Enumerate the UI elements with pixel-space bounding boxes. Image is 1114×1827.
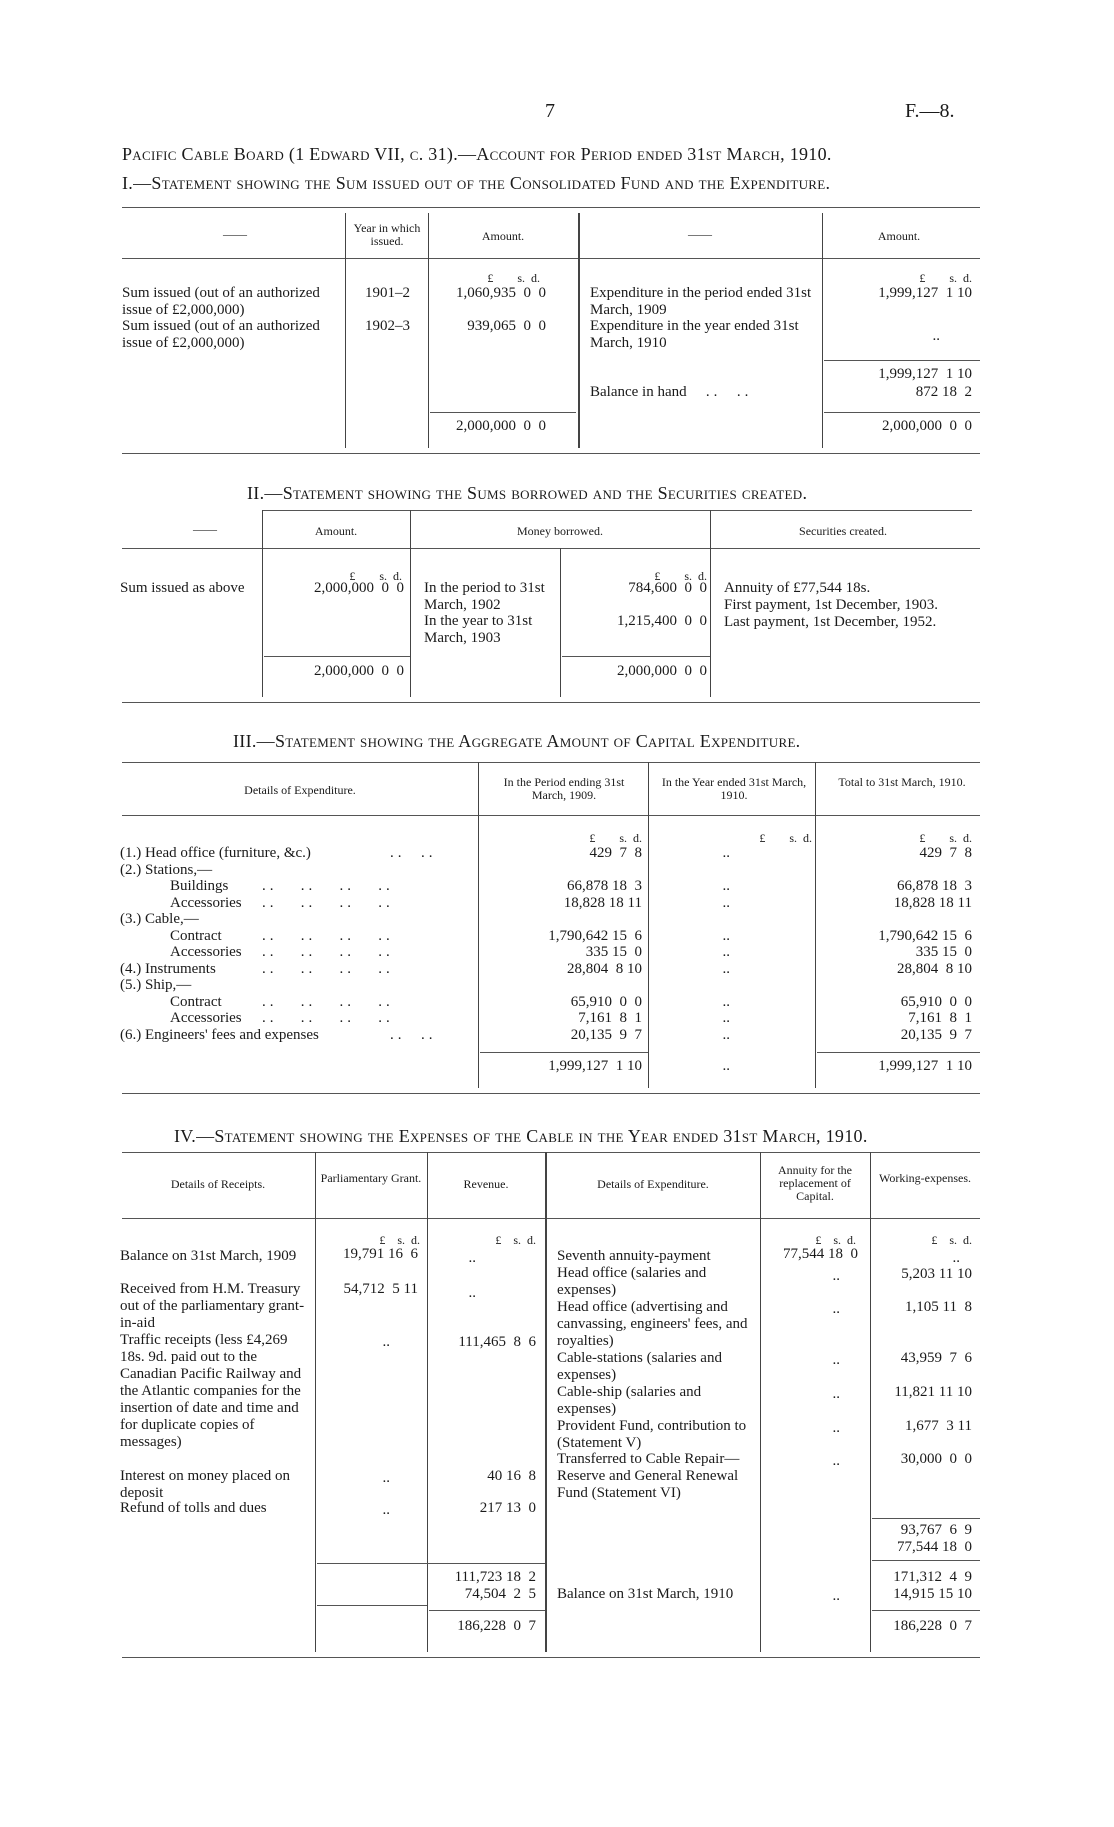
s4-exp-5-working: 11,821 11 10 <box>894 1384 972 1400</box>
s1-exp-2-label: Expenditure in the year ended 31st March, 1910 <box>590 318 799 351</box>
s3-row-total: 65,910 0 0 <box>900 993 972 1010</box>
s3-row-year: .. <box>722 845 730 861</box>
s2-total-borrowed: 2,000,000 0 0 <box>617 663 707 679</box>
s2-borrow-2-amount: 1,215,400 0 0 <box>617 613 707 629</box>
s1-exp-1-label: Expenditure in the period ended 31st March, 1909 <box>590 285 812 318</box>
s4-lsd-annuity: £ s. d. <box>815 1233 856 1247</box>
s1-lsd-left: £ s. d. <box>487 271 540 285</box>
s2-borrow-2-label: In the year to 31st March, 1903 <box>424 613 533 646</box>
s4-receipt-1-revenue: .. <box>468 1250 476 1266</box>
s3-row-period: 18,828 18 11 <box>563 894 642 911</box>
s4-exp-1-annuity: 77,544 18 0 <box>783 1246 858 1262</box>
s1-col-year: Year in which issued. <box>353 221 421 248</box>
s4-exp-4-working: 43,959 7 6 <box>900 1350 972 1366</box>
s4-col-annuity: Annuity for the replacement of Capital. <box>778 1163 852 1203</box>
s3-row-period: 335 15 0 <box>585 944 642 960</box>
s3-lsd-period: £ s. d. <box>589 831 642 845</box>
s3-total-year: .. <box>722 1058 730 1074</box>
s1-row-1-year: 1901–2 <box>365 285 410 301</box>
s3-row-label: (2.) Stations,— <box>120 861 213 878</box>
s3-col-total: Total to 31st March, 1910. <box>838 775 966 789</box>
s1-exp-2-amount: .. <box>932 328 940 344</box>
s1-balance-amount: 872 18 2 <box>915 384 972 400</box>
s3-col-details: Details of Expenditure. <box>244 783 356 797</box>
s1-col-dash-left: —— <box>223 227 247 241</box>
s1-row-2-year: 1902–3 <box>365 318 410 334</box>
s3-row-leader: .. .. <box>390 1026 437 1043</box>
s1-balance-label-text: Balance in hand <box>590 384 687 400</box>
s1-balance-leader: .. .. <box>690 384 753 400</box>
statement-1-heading: I.—Statement showing the Sum issued out of the Consolidated Fund and the Expenditure. <box>122 173 831 193</box>
s4-exp-6-annuity: .. <box>832 1420 840 1436</box>
s4-exp-5-label: Cable-ship (salaries and expenses) <box>557 1384 702 1417</box>
s3-row-label: Accessories <box>170 894 242 911</box>
s4-receipt-5-label: Refund of tolls and dues <box>120 1500 267 1516</box>
statement-3-heading: III.—Statement showing the Aggregate Amount of Capital Expenditure. <box>233 731 801 751</box>
s3-row-period: 66,878 18 3 <box>567 878 642 894</box>
s4-receipt-4-revenue: 40 16 8 <box>487 1468 536 1484</box>
s4-exp-3-working: 1,105 11 8 <box>905 1299 972 1315</box>
s4-exp-6-label: Provident Fund, contribution to (Statement V) <box>557 1418 747 1451</box>
s2-col-amount: Amount. <box>314 524 358 538</box>
s3-row-leader: .. .. .. .. <box>262 944 394 960</box>
s2-label: Sum issued as above <box>120 580 245 596</box>
s3-row-label: Buildings <box>170 878 229 894</box>
s4-col-expenditure: Details of Expenditure. <box>597 1177 709 1191</box>
s4-receipt-1-label: Balance on 31st March, 1909 <box>120 1248 297 1264</box>
s3-row-year: .. <box>722 894 730 911</box>
s3-row-period: 28,804 8 10 <box>567 960 642 977</box>
s3-row-total: 66,878 18 3 <box>897 878 972 894</box>
s3-col-period: In the Period ending 31st March, 1909. <box>503 775 625 802</box>
s3-row-period: 65,910 0 0 <box>570 993 642 1010</box>
s4-exp-3-annuity: .. <box>832 1301 840 1317</box>
s1-total-left: 2,000,000 0 0 <box>456 418 546 434</box>
s2-lsd-borrowed: £ s. d. <box>654 569 707 583</box>
s4-grant-carry: 74,504 2 5 <box>464 1586 536 1602</box>
s1-row-2-amount: 939,065 0 0 <box>467 318 546 334</box>
s4-exp-1-working: .. <box>952 1250 960 1266</box>
s1-col-amount: Amount. <box>481 229 525 243</box>
s3-row-leader: .. .. <box>390 845 437 861</box>
s3-row-year: .. <box>722 993 730 1010</box>
s2-col-money: Money borrowed. <box>517 524 603 538</box>
s3-row-year: .. <box>722 960 730 977</box>
s4-exp-3-label: Head office (advertising and canvassing, engineers' fees, and royalties) <box>557 1299 748 1349</box>
s3-row-label: (3.) Cable,— <box>120 911 199 927</box>
s4-exp-4-label: Cable-stations (salaries and expenses) <box>557 1350 722 1383</box>
s3-row-label: Accessories <box>170 944 242 960</box>
s2-security-3: Last payment, 1st December, 1952. <box>724 614 937 630</box>
s3-row-leader: .. .. .. .. <box>262 993 394 1010</box>
s3-row-leader: .. .. .. .. <box>262 960 394 977</box>
s2-total-amount: 2,000,000 0 0 <box>314 663 404 679</box>
s1-row-1-amount: 1,060,935 0 0 <box>456 285 546 301</box>
s3-row-leader: .. .. .. .. <box>262 1010 394 1026</box>
s4-receipt-2-grant: 54,712 5 11 <box>343 1281 418 1297</box>
s2-col-dash: —— <box>193 522 217 536</box>
s4-lsd-grant: £ s. d. <box>379 1233 420 1247</box>
s3-row-total: 28,804 8 10 <box>897 960 972 977</box>
s4-receipt-2-revenue: .. <box>468 1285 476 1301</box>
s3-row-year: .. <box>722 927 730 944</box>
s4-exp-2-working: 5,203 11 10 <box>901 1266 972 1282</box>
s4-receipt-5-revenue: 217 13 0 <box>479 1500 536 1516</box>
s4-balance-amount: 14,915 15 10 <box>893 1586 972 1602</box>
s4-receipt-1-grant: 19,791 16 6 <box>343 1246 418 1262</box>
s2-lsd-amount: £ s. d. <box>349 569 402 583</box>
s4-receipt-3-revenue: 111,465 8 6 <box>458 1334 536 1350</box>
s4-working-total: 171,312 4 9 <box>893 1569 972 1585</box>
s4-receipt-3-label: Traffic receipts (less £4,269 18s. 9d. paid out to the Canadian Pacific Railway and the Atlantic companies for the insertion of date and time and for duplicate copies of messages) <box>120 1332 302 1450</box>
s3-total-total: 1,999,127 1 10 <box>878 1058 972 1074</box>
s4-receipt-4-grant: .. <box>382 1470 390 1486</box>
s4-exp-7-working: 30,000 0 0 <box>900 1451 972 1467</box>
s4-receipt-2-label: Received from H.M. Treasury out of the parliamentary grant-in-aid <box>120 1281 305 1331</box>
s3-row-period: 1,790,642 15 6 <box>548 927 642 944</box>
s2-amount: 2,000,000 0 0 <box>314 580 404 596</box>
s3-row-total: 7,161 8 1 <box>908 1010 972 1026</box>
s1-col-amount-right: Amount. <box>877 229 921 243</box>
s3-row-total: 20,135 9 7 <box>900 1026 972 1043</box>
s4-receipt-4-label: Interest on money placed on deposit <box>120 1468 290 1501</box>
s4-receipt-5-grant: .. <box>382 1502 390 1518</box>
s3-row-year: .. <box>722 1026 730 1043</box>
s1-total-right: 2,000,000 0 0 <box>882 418 972 434</box>
s2-col-securities: Securities created. <box>799 524 887 538</box>
s3-row-label: (6.) Engineers' fees and expenses <box>120 1026 319 1043</box>
s3-row-total: 1,790,642 15 6 <box>878 927 972 944</box>
s4-working-subtotal: 93,767 6 9 <box>900 1522 972 1538</box>
page-number: 7 <box>545 100 555 122</box>
s3-total-period: 1,999,127 1 10 <box>548 1058 642 1074</box>
s3-row-label: (5.) Ship,— <box>120 977 192 993</box>
s4-exp-2-annuity: .. <box>832 1268 840 1284</box>
s3-col-year: In the Year ended 31st March, 1910. <box>661 775 807 802</box>
s3-row-year: .. <box>722 878 730 894</box>
s4-exp-5-annuity: .. <box>832 1386 840 1402</box>
s4-col-grant: Parliamentary Grant. <box>320 1171 422 1185</box>
s1-row-2-label: Sum issued (out of an authorized issue of £2,000,000) <box>122 318 320 351</box>
statement-4-heading: IV.—Statement showing the Expenses of the Cable in the Year ended 31st March, 1910. <box>174 1126 868 1146</box>
s3-row-label: Contract <box>170 993 222 1010</box>
s4-lsd-working: £ s. d. <box>931 1233 972 1247</box>
s2-borrow-1-amount: 784,600 0 0 <box>628 580 707 596</box>
s4-exp-7-label: Transferred to Cable Repair—Reserve and General Renewal Fund (Statement VI) <box>557 1451 740 1501</box>
s4-grand-total-left: 186,228 0 7 <box>457 1618 536 1634</box>
s3-row-year: .. <box>722 1010 730 1026</box>
s4-col-receipts: Details of Receipts. <box>170 1177 266 1191</box>
s4-exp-6-working: 1,677 3 11 <box>905 1418 972 1434</box>
s3-row-leader: .. .. .. .. <box>262 894 394 911</box>
s3-row-label: (1.) Head office (furniture, &c.) <box>120 845 311 861</box>
s1-col-dash-right: —— <box>688 227 712 241</box>
s3-row-leader: .. .. .. .. <box>262 927 394 944</box>
s3-lsd-total: £ s. d. <box>919 831 972 845</box>
s3-lsd-year: £ s. d. <box>759 831 812 845</box>
s2-security-2: First payment, 1st December, 1903. <box>724 597 938 613</box>
s4-balance-label: Balance on 31st March, 1910 <box>557 1586 734 1602</box>
document-title: Pacific Cable Board (1 Edward VII, c. 31).—Account for Period ended 31st March, 1910. <box>122 144 832 164</box>
s3-row-label: Accessories <box>170 1010 242 1026</box>
s3-row-label: (4.) Instruments <box>120 960 216 977</box>
statement-2-heading: II.—Statement showing the Sums borrowed and the Securities created. <box>247 483 808 503</box>
s3-row-period: 429 7 8 <box>589 845 642 861</box>
s3-row-leader: .. .. .. .. <box>262 878 394 894</box>
s4-revenue-subtotal: 111,723 18 2 <box>454 1569 536 1585</box>
s4-col-revenue: Revenue. <box>463 1177 509 1191</box>
s4-col-working: Working-expenses. <box>878 1171 971 1185</box>
s1-row-1-label: Sum issued (out of an authorized issue of £2,000,000) <box>122 285 320 318</box>
s2-borrow-1-label: In the period to 31st March, 1902 <box>424 580 545 613</box>
s4-grand-total-right: 186,228 0 7 <box>893 1618 972 1634</box>
s4-exp-4-annuity: .. <box>832 1352 840 1368</box>
s3-row-total: 429 7 8 <box>919 845 972 861</box>
s3-row-total: 335 15 0 <box>915 944 972 960</box>
s4-annuity-carry: 77,544 18 0 <box>897 1539 972 1555</box>
s3-row-period: 7,161 8 1 <box>578 1010 642 1026</box>
s1-lsd-right: £ s. d. <box>919 271 972 285</box>
s4-exp-2-label: Head office (salaries and expenses) <box>557 1265 707 1298</box>
s1-subtotal: 1,999,127 1 10 <box>878 366 972 382</box>
s1-exp-1-amount: 1,999,127 1 10 <box>878 285 972 301</box>
s4-lsd-revenue: £ s. d. <box>495 1233 536 1247</box>
s1-balance-label <box>590 384 752 401</box>
paper-reference: F.—8. <box>905 100 955 122</box>
s2-security-1: Annuity of £77,544 18s. <box>724 580 871 596</box>
s4-balance-annuity: .. <box>832 1588 840 1604</box>
s3-row-total: 18,828 18 11 <box>893 894 972 911</box>
s4-receipt-3-grant: .. <box>382 1334 390 1350</box>
s4-exp-7-annuity: .. <box>832 1453 840 1469</box>
s3-row-period: 20,135 9 7 <box>570 1026 642 1043</box>
s3-row-year: .. <box>722 944 730 960</box>
s3-row-label: Contract <box>170 927 222 944</box>
s4-exp-1-label: Seventh annuity-payment <box>557 1248 711 1264</box>
